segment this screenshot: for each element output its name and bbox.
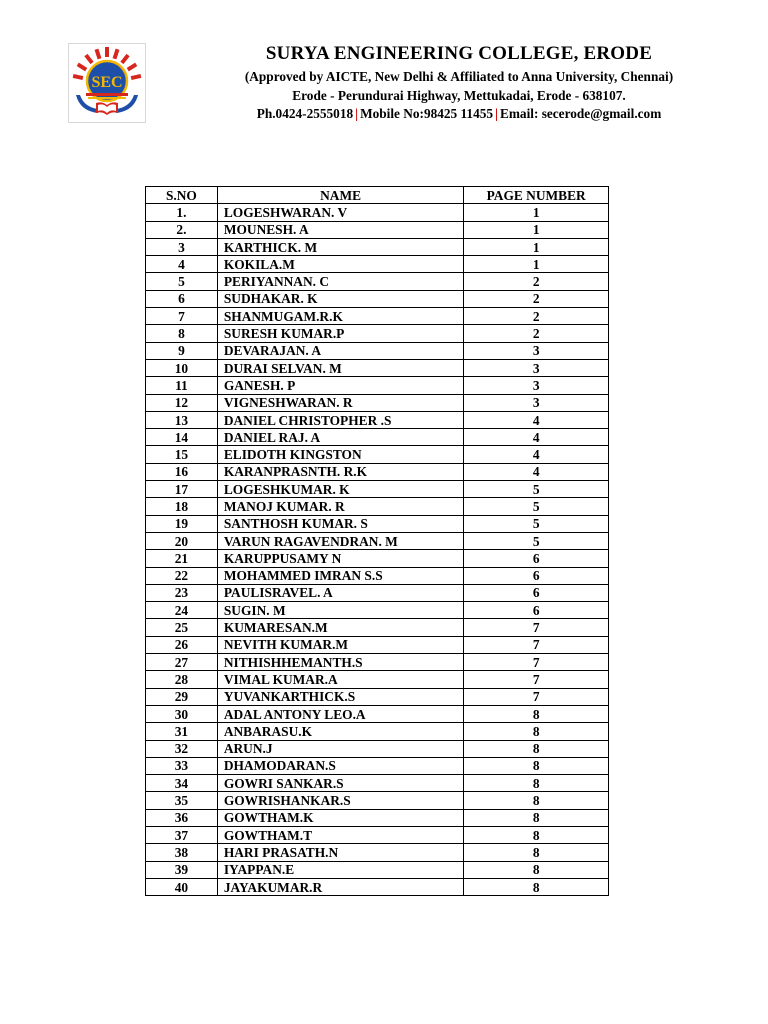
cell-name: VIMAL KUMAR.A xyxy=(217,671,464,688)
table-row xyxy=(146,429,609,446)
cell-page-number: 8 xyxy=(464,826,609,843)
phone-number: Ph.0424-2555018 xyxy=(256,106,354,121)
cell-name: PERIYANNAN. C xyxy=(217,273,464,290)
cell-name: MOHAMMED IMRAN S.S xyxy=(217,567,464,584)
cell-name: SUGIN. M xyxy=(217,602,464,619)
cell-sno: 25 xyxy=(146,619,218,636)
cell-name: PAULISRAVEL. A xyxy=(217,584,464,601)
cell-sno: 13 xyxy=(146,411,218,428)
contact-separator: | xyxy=(355,106,359,121)
cell-sno: 6 xyxy=(146,290,218,307)
table-row xyxy=(146,878,609,895)
cell-name: KARUPPUSAMY N xyxy=(217,550,464,567)
contact-line xyxy=(150,106,768,122)
table-header-row xyxy=(146,187,609,204)
cell-page-number: 4 xyxy=(464,411,609,428)
cell-page-number: 2 xyxy=(464,308,609,325)
header-page-number: PAGE NUMBER xyxy=(464,187,609,204)
cell-name: ELIDOTH KINGSTON xyxy=(217,446,464,463)
table-row xyxy=(146,861,609,878)
cell-page-number: 1 xyxy=(464,238,609,255)
cell-page-number: 3 xyxy=(464,394,609,411)
cell-sno: 19 xyxy=(146,515,218,532)
table-row xyxy=(146,602,609,619)
cell-sno: 34 xyxy=(146,775,218,792)
cell-page-number: 6 xyxy=(464,567,609,584)
cell-name: DURAI SELVAN. M xyxy=(217,359,464,376)
cell-name: IYAPPAN.E xyxy=(217,861,464,878)
cell-sno: 39 xyxy=(146,861,218,878)
cell-sno: 29 xyxy=(146,688,218,705)
cell-page-number: 8 xyxy=(464,809,609,826)
cell-name: MANOJ KUMAR. R xyxy=(217,498,464,515)
cell-name: LOGESHWARAN. V xyxy=(217,204,464,221)
logo-lettering: SEC xyxy=(91,74,123,91)
cell-page-number: 7 xyxy=(464,688,609,705)
cell-name: GOWRISHANKAR.S xyxy=(217,792,464,809)
cell-name: ADAL ANTONY LEO.A xyxy=(217,705,464,722)
cell-page-number: 5 xyxy=(464,498,609,515)
cell-page-number: 4 xyxy=(464,446,609,463)
table-row xyxy=(146,723,609,740)
table-row xyxy=(146,532,609,549)
cell-page-number: 8 xyxy=(464,844,609,861)
cell-name: DHAMODARAN.S xyxy=(217,757,464,774)
college-logo-icon xyxy=(68,43,146,123)
cell-sno: 20 xyxy=(146,532,218,549)
cell-sno: 36 xyxy=(146,809,218,826)
cell-sno: 8 xyxy=(146,325,218,342)
cell-name: JAYAKUMAR.R xyxy=(217,878,464,895)
table-row xyxy=(146,446,609,463)
cell-page-number: 2 xyxy=(464,273,609,290)
cell-page-number: 6 xyxy=(464,550,609,567)
cell-page-number: 8 xyxy=(464,792,609,809)
header-sno: S.NO xyxy=(146,187,218,204)
table-row xyxy=(146,775,609,792)
table-row xyxy=(146,654,609,671)
approval-line: (Approved by AICTE, New Delhi & Affiliated to Anna University, Chennai) xyxy=(244,69,674,84)
table-row xyxy=(146,481,609,498)
table-row xyxy=(146,740,609,757)
table-row xyxy=(146,567,609,584)
cell-page-number: 8 xyxy=(464,705,609,722)
table-row xyxy=(146,256,609,273)
cell-page-number: 1 xyxy=(464,221,609,238)
cell-name: KUMARESAN.M xyxy=(217,619,464,636)
cell-name: GOWTHAM.K xyxy=(217,809,464,826)
cell-sno: 14 xyxy=(146,429,218,446)
table-row xyxy=(146,584,609,601)
cell-sno: 2. xyxy=(146,221,218,238)
table-row xyxy=(146,826,609,843)
cell-name: NITHISHHEMANTH.S xyxy=(217,654,464,671)
cell-sno: 24 xyxy=(146,602,218,619)
table-row xyxy=(146,342,609,359)
header-name: NAME xyxy=(217,187,464,204)
cell-page-number: 4 xyxy=(464,463,609,480)
cell-page-number: 1 xyxy=(464,256,609,273)
cell-sno: 32 xyxy=(146,740,218,757)
table-row xyxy=(146,619,609,636)
cell-page-number: 8 xyxy=(464,878,609,895)
table-row xyxy=(146,377,609,394)
cell-name: DEVARAJAN. A xyxy=(217,342,464,359)
table-row xyxy=(146,757,609,774)
cell-sno: 31 xyxy=(146,723,218,740)
table-row xyxy=(146,705,609,722)
contact-separator: | xyxy=(495,106,498,121)
table-row xyxy=(146,238,609,255)
cell-name: GOWTHAM.T xyxy=(217,826,464,843)
cell-page-number: 2 xyxy=(464,290,609,307)
cell-page-number: 7 xyxy=(464,619,609,636)
cell-sno: 16 xyxy=(146,463,218,480)
table-row xyxy=(146,394,609,411)
table-row xyxy=(146,273,609,290)
cell-page-number: 7 xyxy=(464,654,609,671)
cell-name: MOUNESH. A xyxy=(217,221,464,238)
cell-name: HARI PRASATH.N xyxy=(217,844,464,861)
cell-name: YUVANKARTHICK.S xyxy=(217,688,464,705)
cell-page-number: 6 xyxy=(464,584,609,601)
cell-sno: 4 xyxy=(146,256,218,273)
cell-page-number: 1 xyxy=(464,204,609,221)
cell-name: ARUN.J xyxy=(217,740,464,757)
cell-sno: 22 xyxy=(146,567,218,584)
table-row xyxy=(146,325,609,342)
cell-sno: 38 xyxy=(146,844,218,861)
cell-name: KOKILA.M xyxy=(217,256,464,273)
cell-sno: 5 xyxy=(146,273,218,290)
email-address: Email: secerode@gmail.com xyxy=(499,106,662,121)
mobile-number: Mobile No:98425 11455 xyxy=(360,106,494,121)
table-row xyxy=(146,308,609,325)
cell-name: LOGESHKUMAR. K xyxy=(217,481,464,498)
cell-sno: 30 xyxy=(146,705,218,722)
cell-name: DANIEL RAJ. A xyxy=(217,429,464,446)
cell-sno: 28 xyxy=(146,671,218,688)
cell-sno: 26 xyxy=(146,636,218,653)
cell-sno: 18 xyxy=(146,498,218,515)
table-row xyxy=(146,463,609,480)
cell-name: GANESH. P xyxy=(217,377,464,394)
cell-page-number: 5 xyxy=(464,532,609,549)
cell-sno: 23 xyxy=(146,584,218,601)
cell-page-number: 5 xyxy=(464,515,609,532)
table-row xyxy=(146,498,609,515)
cell-name: SANTHOSH KUMAR. S xyxy=(217,515,464,532)
cell-name: SUDHAKAR. K xyxy=(217,290,464,307)
cell-sno: 40 xyxy=(146,878,218,895)
cell-name: GOWRI SANKAR.S xyxy=(217,775,464,792)
cell-page-number: 8 xyxy=(464,723,609,740)
student-page-table xyxy=(145,186,609,896)
table-row xyxy=(146,411,609,428)
table-row xyxy=(146,809,609,826)
cell-name: SHANMUGAM.R.K xyxy=(217,308,464,325)
cell-page-number: 8 xyxy=(464,861,609,878)
table-row xyxy=(146,204,609,221)
cell-sno: 12 xyxy=(146,394,218,411)
cell-page-number: 3 xyxy=(464,359,609,376)
cell-sno: 33 xyxy=(146,757,218,774)
cell-sno: 7 xyxy=(146,308,218,325)
table-row xyxy=(146,792,609,809)
address-line: Erode - Perundurai Highway, Mettukadai, Erode - 638107. xyxy=(292,88,626,103)
college-title: SURYA ENGINEERING COLLEGE, ERODE xyxy=(265,43,653,64)
table-row xyxy=(146,550,609,567)
table-row xyxy=(146,671,609,688)
cell-name: VIGNESHWARAN. R xyxy=(217,394,464,411)
cell-sno: 10 xyxy=(146,359,218,376)
cell-page-number: 3 xyxy=(464,377,609,394)
cell-name: DANIEL CHRISTOPHER .S xyxy=(217,411,464,428)
table-row xyxy=(146,290,609,307)
cell-page-number: 6 xyxy=(464,602,609,619)
cell-sno: 37 xyxy=(146,826,218,843)
cell-page-number: 3 xyxy=(464,342,609,359)
cell-sno: 3 xyxy=(146,238,218,255)
cell-page-number: 4 xyxy=(464,429,609,446)
table-row xyxy=(146,844,609,861)
cell-name: NEVITH KUMAR.M xyxy=(217,636,464,653)
table-row xyxy=(146,515,609,532)
cell-sno: 11 xyxy=(146,377,218,394)
table-row xyxy=(146,359,609,376)
cell-sno: 17 xyxy=(146,481,218,498)
cell-page-number: 8 xyxy=(464,757,609,774)
cell-name: VARUN RAGAVENDRAN. M xyxy=(217,532,464,549)
table-row xyxy=(146,636,609,653)
cell-sno: 9 xyxy=(146,342,218,359)
cell-name: ANBARASU.K xyxy=(217,723,464,740)
cell-page-number: 5 xyxy=(464,481,609,498)
cell-sno: 1. xyxy=(146,204,218,221)
cell-sno: 27 xyxy=(146,654,218,671)
table-row xyxy=(146,221,609,238)
cell-page-number: 7 xyxy=(464,671,609,688)
cell-sno: 21 xyxy=(146,550,218,567)
cell-page-number: 8 xyxy=(464,775,609,792)
cell-name: SURESH KUMAR.P xyxy=(217,325,464,342)
cell-page-number: 8 xyxy=(464,740,609,757)
cell-sno: 15 xyxy=(146,446,218,463)
cell-page-number: 7 xyxy=(464,636,609,653)
cell-name: KARTHICK. M xyxy=(217,238,464,255)
table-row xyxy=(146,688,609,705)
cell-page-number: 2 xyxy=(464,325,609,342)
cell-sno: 35 xyxy=(146,792,218,809)
cell-name: KARANPRASNTH. R.K xyxy=(217,463,464,480)
